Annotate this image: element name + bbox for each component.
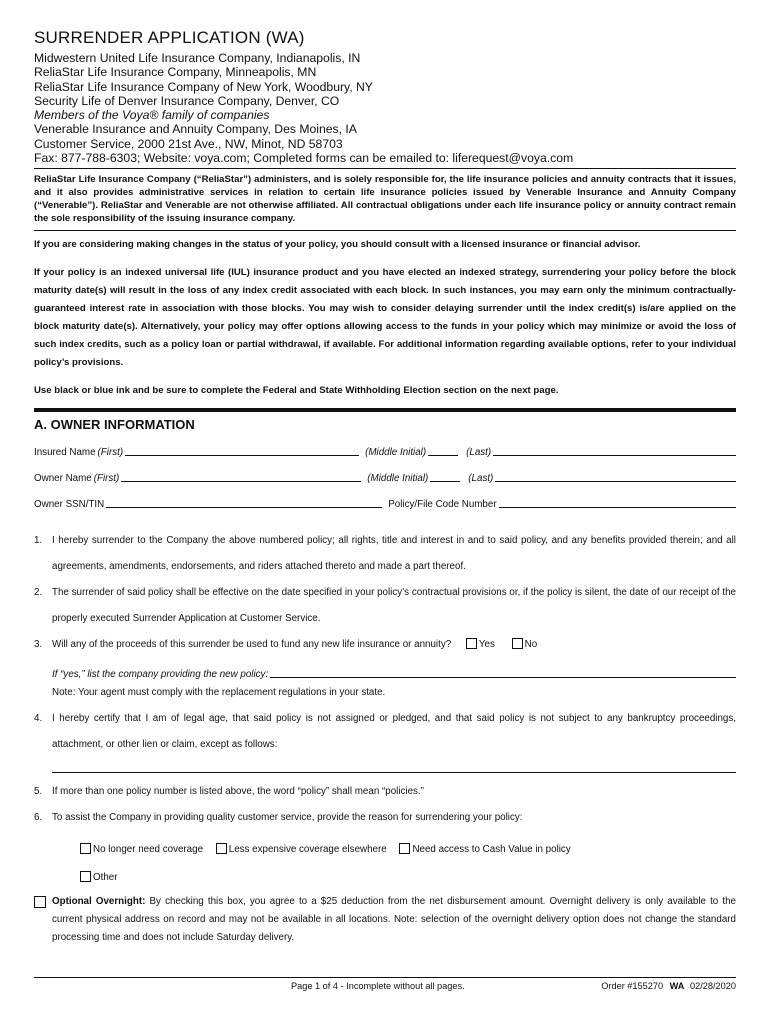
address-line: Customer Service, 2000 21st Ave., NW, Minot, ND 58703 — [34, 136, 343, 151]
insured-first-field[interactable] — [125, 455, 359, 456]
address-line: Midwestern United Life Insurance Company, Indianapolis, IN — [34, 51, 361, 65]
no-label: No — [524, 639, 538, 651]
item-number: 1. — [34, 535, 43, 547]
item-text: The surrender of said policy shall be effective on the date specified in your policy’s contractual provisions or, if the policy is silent, the date of our receipt of the properly executed Surrender Application at Customer Service. — [52, 587, 736, 625]
item-number: 2. — [34, 587, 43, 599]
item-text: Will any of the proceeds of this surrender be used to fund any new life insurance or annuity? — [52, 639, 452, 651]
new-policy-company-row — [34, 658, 736, 680]
ssn-label: Owner SSN/TIN — [34, 499, 105, 511]
yes-checkbox[interactable] — [466, 638, 477, 649]
owner-name-row — [34, 458, 736, 484]
form-title: SURRENDER APPLICATION (WA) — [34, 28, 305, 47]
last-label: (Last) — [466, 447, 492, 459]
insured-last-field[interactable] — [493, 455, 736, 456]
middle-label: (Middle Initial) — [367, 473, 429, 485]
last-label: (Last) — [468, 473, 494, 485]
insured-name-label: Insured Name — [34, 447, 96, 459]
advisor-notice: If you are considering making changes in the status of your policy, you should consult with a licensed insurance or financial advisor. — [34, 239, 641, 251]
other-checkbox[interactable] — [80, 871, 91, 882]
cash-value-checkbox[interactable] — [399, 843, 410, 854]
order-info — [601, 981, 736, 991]
replacement-note — [34, 680, 736, 706]
form-date: 02/28/2020 — [690, 981, 736, 991]
form-page — [34, 28, 736, 947]
item-text: I hereby surrender to the Company the above numbered policy; all rights, title and interest in and to said policy, and any benefits provided therein; and all agreements, amendments, endorsements, and riders attached thereto and made a part thereof. — [52, 535, 736, 573]
item-5 — [34, 779, 736, 805]
new-policy-company-label: If “yes,” list the company providing the new policy: — [52, 669, 269, 681]
page-footer — [34, 977, 736, 991]
family-note: Members of the Voya® family of companies — [34, 108, 270, 123]
yes-label: Yes — [478, 639, 495, 651]
iul-notice: If your policy is an indexed universal life (IUL) insurance product and you have elected an indexed strategy, surrendering your policy before the block maturity date(s) will result in the loss of any index credit associated with each block. In such instances, you may earn only the minimum contractually-guaranteed interest rate in association with those blocks. You may wish to consider delaying surrender until the index credit(s) is/are applied on the block maturity date(s). Alternatively, your policy may offer options allowing access to the funds in your policy which may minimize or avoid the loss of such index credits, such as a policy loan or partial withdrawal, if available. For additional information regarding available options, refer to your individual policy’s provisions. — [34, 267, 736, 369]
address-line: ReliaStar Life Insurance Company of New York, Woodbury, NY — [34, 79, 373, 94]
owner-middle-field[interactable] — [430, 481, 460, 482]
ssn-field[interactable] — [106, 507, 382, 508]
first-label: (First) — [97, 447, 124, 459]
policy-number-field[interactable] — [499, 507, 736, 508]
owner-last-field[interactable] — [495, 481, 736, 482]
item-text: Note: Your agent must comply with the replacement regulations in your state. — [52, 687, 386, 699]
ssn-row — [34, 484, 736, 510]
divider — [34, 230, 736, 231]
no-checkbox[interactable] — [512, 638, 523, 649]
item-number: 6. — [34, 812, 43, 824]
item-text: If more than one policy number is listed above, the word “policy” shall mean “policies.” — [52, 786, 424, 798]
option-label: Less expensive coverage elsewhere — [228, 844, 387, 856]
insured-name-row — [34, 438, 736, 458]
item-6 — [34, 805, 736, 831]
owner-name-label: Owner Name — [34, 473, 92, 485]
surrender-reason-options — [34, 837, 736, 863]
item-4 — [34, 706, 736, 758]
company-addresses — [34, 51, 736, 165]
new-policy-company-field[interactable] — [270, 677, 736, 678]
contact-line: Fax: 877-788-6303; Website: voya.com; Completed forms can be emailed to: liferequest@voya.com — [34, 151, 574, 166]
administration-disclaimer: ReliaStar Life Insurance Company (“ReliaStar”) administers, and is solely responsible for, the life insurance policies and annuity contracts that it issues, and it also provides administrative services in relation to certain life insurance policies issued by Venerable Insurance and Annuity Company (“Venerable”). ReliaStar and Venerable are not otherwise affiliated. All contractual obligations under each life insurance policy or annuity contract remain the sole responsibility of the issuing insurance company. — [34, 174, 736, 225]
option-label: Other — [93, 872, 118, 884]
insured-middle-field[interactable] — [428, 455, 458, 456]
no-longer-need-checkbox[interactable] — [80, 843, 91, 854]
overnight-text: By checking this box, you agree to a $25 deduction from the net disbursement amount. Overnight delivery is only available to the current physical address on record and may not be available in all locations. Note: selection of the overnight delivery option does not change the standard processing time and does not include Saturday delivery. — [52, 896, 736, 944]
policy-number-label: Policy/File Code Number — [388, 499, 497, 511]
section-bar — [34, 408, 736, 412]
order-number: Order #155270 — [601, 981, 664, 991]
overnight-checkbox[interactable] — [34, 896, 46, 908]
item-number: 3. — [34, 639, 43, 651]
lien-exception-field[interactable] — [52, 772, 736, 773]
item-3 — [34, 632, 736, 658]
item-text: I hereby certify that I am of legal age, that said policy is not assigned or pledged, and that said policy is not subject to any bankruptcy proceedings, attachment, or other lien or claim, except as follows: — [52, 713, 736, 751]
address-line: ReliaStar Life Insurance Company, Minneapolis, MN — [34, 65, 317, 80]
other-option — [34, 865, 736, 891]
item-1 — [34, 528, 736, 580]
address-line: Venerable Insurance and Annuity Company, Des Moines, IA — [34, 122, 357, 137]
address-line: Security Life of Denver Insurance Company, Denver, CO — [34, 93, 340, 108]
option-label: No longer need coverage — [93, 844, 204, 856]
ink-notice: Use black or blue ink and be sure to complete the Federal and State Withholding Election section on the next page. — [34, 385, 559, 397]
less-expensive-checkbox[interactable] — [216, 843, 227, 854]
item-number: 4. — [34, 713, 43, 725]
item-number: 5. — [34, 786, 43, 798]
middle-label: (Middle Initial) — [365, 447, 427, 459]
divider — [34, 168, 736, 169]
page-indicator: Page 1 of 4 - Incomplete without all pages. — [291, 981, 465, 991]
item-2 — [34, 580, 736, 632]
item-text: To assist the Company in providing quality customer service, provide the reason for surrendering your policy: — [52, 812, 523, 824]
optional-overnight — [34, 893, 736, 947]
section-a-title: A. OWNER INFORMATION — [34, 417, 195, 433]
option-label: Need access to Cash Value in policy — [412, 844, 571, 856]
overnight-label: Optional Overnight: — [52, 896, 146, 908]
owner-first-field[interactable] — [121, 481, 361, 482]
first-label: (First) — [93, 473, 120, 485]
state-code: WA — [669, 981, 685, 991]
